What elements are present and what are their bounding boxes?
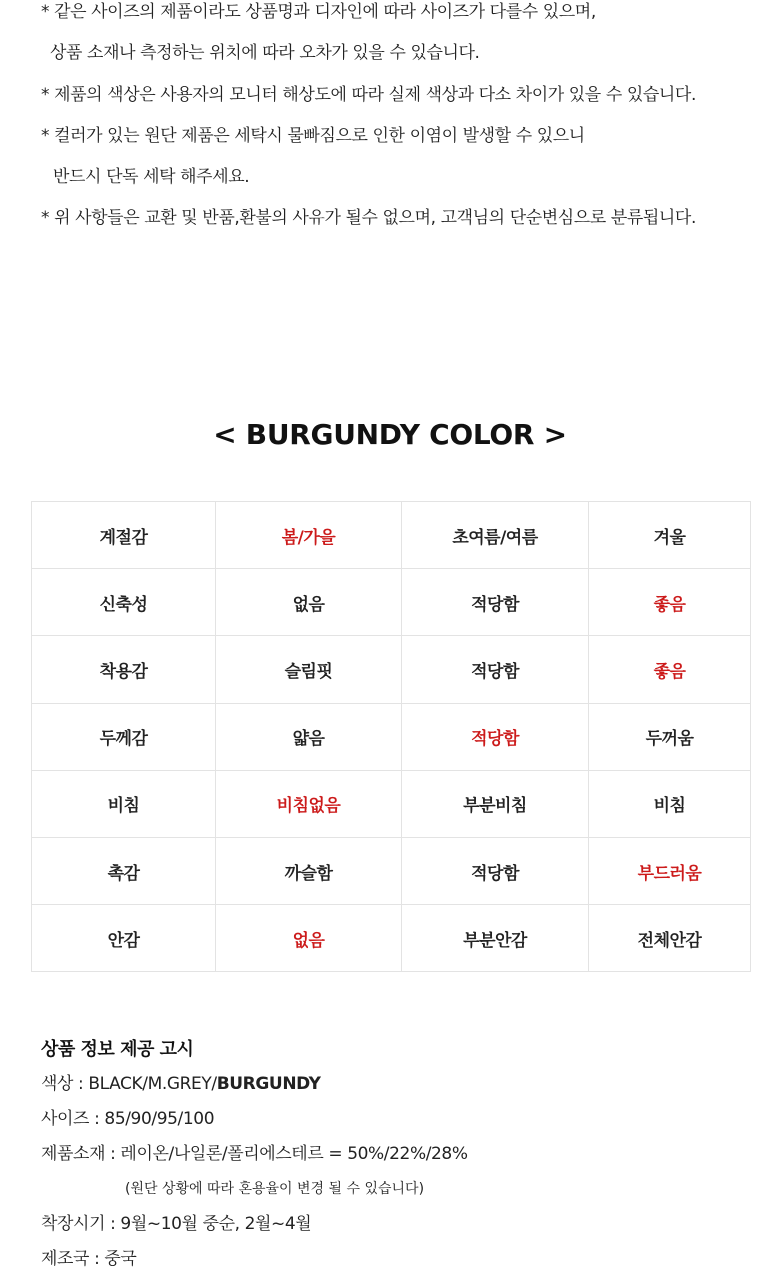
attribute-row xyxy=(32,905,751,972)
note-line: 반드시 단독 세탁 해주세요. xyxy=(53,167,250,188)
note-line: 상품 소재나 측정하는 위치에 따라 오차가 있을 수 있습니다. xyxy=(50,43,480,64)
attribute-option: 겨울 xyxy=(589,502,751,569)
note-line: * 제품의 색상은 사용자의 모니터 해상도에 따라 실제 색상과 다소 차이가 있을 수 있습니다. xyxy=(41,84,696,105)
attribute-option: 두꺼움 xyxy=(589,703,751,770)
attribute-row xyxy=(32,636,751,703)
attribute-option: 부분안감 xyxy=(402,905,589,972)
info-color-current: BURGUNDY xyxy=(216,1074,321,1094)
note-line: * 같은 사이즈의 제품이라도 상품명과 디자인에 따라 사이즈가 다를수 있으며, xyxy=(41,2,596,22)
product-info-notice xyxy=(41,1033,761,1277)
attribute-option: 부분비침 xyxy=(402,770,589,837)
attribute-option-selected: 부드러움 xyxy=(589,837,751,904)
info-season: 착장시기 : 9월~10월 중순, 2월~4월 xyxy=(41,1214,312,1234)
attribute-option: 없음 xyxy=(216,569,402,636)
attribute-option: 까슬함 xyxy=(216,837,402,904)
attribute-label: 착용감 xyxy=(32,636,216,703)
care-notes xyxy=(41,0,761,240)
info-material-note: (원단 상황에 따라 혼용율이 변경 될 수 있습니다) xyxy=(125,1181,425,1197)
attribute-option: 적당함 xyxy=(402,569,589,636)
attribute-option: 적당함 xyxy=(402,636,589,703)
attribute-option-selected: 좋음 xyxy=(589,636,751,703)
info-size: 사이즈 : 85/90/95/100 xyxy=(41,1109,215,1129)
info-title: 상품 정보 제공 고시 xyxy=(41,1039,194,1060)
color-section-title: < BURGUNDY COLOR > xyxy=(213,418,567,451)
attribute-label: 촉감 xyxy=(32,837,216,904)
attribute-option-selected: 적당함 xyxy=(402,703,589,770)
attribute-row xyxy=(32,837,751,904)
attribute-option: 초여름/여름 xyxy=(402,502,589,569)
attribute-label: 비침 xyxy=(32,770,216,837)
product-attribute-table xyxy=(31,501,751,972)
attribute-row xyxy=(32,502,751,569)
attribute-option-selected: 좋음 xyxy=(589,569,751,636)
attribute-row xyxy=(32,770,751,837)
info-origin: 제조국 : 중국 xyxy=(41,1249,137,1269)
attribute-option: 적당함 xyxy=(402,837,589,904)
attribute-row xyxy=(32,569,751,636)
attribute-option: 얇음 xyxy=(216,703,402,770)
info-color-label: 색상 : xyxy=(41,1074,89,1094)
attribute-row xyxy=(32,703,751,770)
attribute-label: 신축성 xyxy=(32,569,216,636)
attribute-option: 슬림핏 xyxy=(216,636,402,703)
info-color xyxy=(41,1067,761,1102)
attribute-label: 안감 xyxy=(32,905,216,972)
attribute-option: 비침 xyxy=(589,770,751,837)
attribute-option: 전체안감 xyxy=(589,905,751,972)
attribute-option-selected: 없음 xyxy=(216,905,402,972)
attribute-label: 계절감 xyxy=(32,502,216,569)
info-color-values: BLACK/M.GREY/ xyxy=(88,1074,217,1094)
note-line: * 위 사항들은 교환 및 반품,환불의 사유가 될수 없으며, 고객님의 단순변심으로 분류됩니다. xyxy=(41,208,696,229)
info-material: 제품소재 : 레이온/나일론/폴리에스테르 = 50%/22%/28% xyxy=(41,1144,468,1164)
attribute-option-selected: 봄/가을 xyxy=(216,502,402,569)
attribute-label: 두께감 xyxy=(32,703,216,770)
note-line: * 컬러가 있는 원단 제품은 세탁시 물빠짐으로 인한 이염이 발생할 수 있으니 xyxy=(41,125,585,146)
attribute-option-selected: 비침없음 xyxy=(216,770,402,837)
